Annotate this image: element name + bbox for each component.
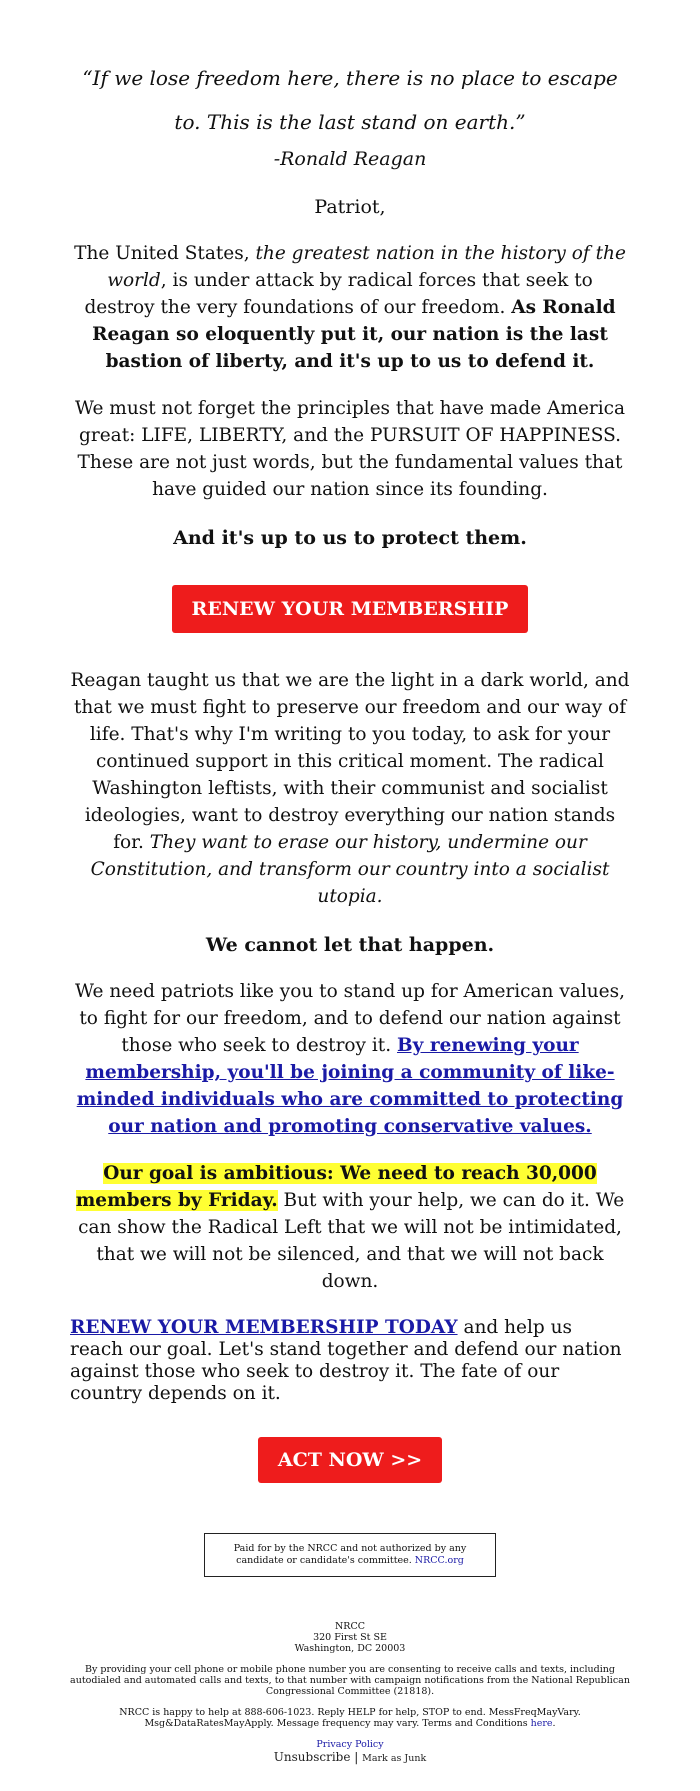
footer (70, 1621, 630, 1764)
greeting: Patriot, (314, 196, 386, 218)
terms-here-link[interactable]: here (530, 1718, 553, 1729)
p1-text-b: , is under attack by radical forces that seek to destroy the very foundations of our freedom. (84, 270, 593, 318)
footer-privacy (70, 1739, 630, 1750)
reagan-quote: “If we lose freedom here, there is no place to escape to. This is the last stand on earth.” (82, 66, 618, 134)
disclaimer-text: Paid for by the NRCC and not authorized by any candidate or candidate's committee. (233, 1543, 467, 1566)
goal-highlight: Our goal is ambitious: We need to reach 30,000 members by Friday. (75, 1163, 597, 1211)
footer-consent: By providing your cell phone or mobile phone number you are consenting to receive calls and texts, including autodialed and automated calls and texts, to that number with campaign notifications from the National Republican Congressional Committee (21818). (70, 1664, 630, 1697)
mark-as-junk-link[interactable]: Mark as Junk (362, 1753, 427, 1764)
p7-text: But with your help, we can do it. We can show the Radical Left that we will not be intimidated, that we will not be silenced, and that we will not back down. (78, 1190, 625, 1292)
paragraph-8 (70, 1317, 630, 1405)
p1-bold: As Ronald Reagan so eloquently put it, our nation is the last bastion of liberty, and it's up to us to defend it. (92, 297, 616, 372)
p8-text: and help us reach our goal. Let's stand together and defend our nation against those who seek to destroy it. The fate of our country depends on it. (70, 1317, 622, 1404)
paragraph-6 (70, 978, 630, 1140)
p4-italic: They want to erase our history, undermine our Constitution, and transform our country into a socialist utopia. (90, 832, 610, 907)
p1-italic: the greatest nation in the history of the world (107, 243, 626, 291)
p4-text: Reagan taught us that we are the light in a dark world, and that we must fight to preserve our freedom and our way of life. That's why I'm writing to you today, to ask for your continued support in this critical moment. The radical Washington leftists, with their communist and socialist ideologies, want to destroy everything our nation stands for. (70, 670, 630, 853)
p6-text: We need patriots like you to stand up for American values, to fight for our freedom, and to defend our nation against those who seek to destroy it. (75, 981, 625, 1056)
footer-help (70, 1707, 630, 1729)
footer-address-2: Washington, DC 20003 (294, 1643, 406, 1654)
help-text: NRCC is happy to help at 888-606-1023. Reply HELP for help, STOP to end. MessFreqMayVary. Msg&DataRatesMayApply. Message frequency may vary. Terms and Conditions (119, 1707, 581, 1729)
paragraph-4 (70, 667, 630, 910)
privacy-policy-link[interactable]: Privacy Policy (316, 1739, 384, 1750)
nrcc-org-link[interactable]: NRCC.org (414, 1555, 464, 1566)
help-end: . (552, 1718, 556, 1729)
footer-separator: | (350, 1750, 363, 1764)
footer-unsubscribe-row (70, 1752, 630, 1764)
act-now-button[interactable]: ACT NOW >> (258, 1437, 442, 1483)
quote-attribution: -Ronald Reagan (273, 148, 427, 170)
paragraph-7 (70, 1160, 630, 1295)
renew-membership-button[interactable]: RENEW YOUR MEMBERSHIP (172, 585, 529, 633)
footer-address-1: 320 First St SE (313, 1632, 387, 1643)
paid-for-disclaimer (204, 1533, 496, 1577)
paragraph-2: We must not forget the principles that have made America great: LIFE, LIBERTY, and the PURSUIT OF HAPPINESS. These are not just words, but the fundamental values that have guided our nation since its founding. (74, 398, 626, 500)
unsubscribe-link[interactable]: Unsubscribe (273, 1750, 351, 1764)
paragraph-1 (70, 240, 630, 375)
renew-today-link[interactable]: RENEW YOUR MEMBERSHIP TODAY (70, 1317, 458, 1338)
cannot-let-happen-line: We cannot let that happen. (205, 934, 495, 956)
footer-org: NRCC (334, 1621, 365, 1632)
protect-them-line: And it's up to us to protect them. (173, 527, 527, 549)
email-body (70, 0, 630, 1764)
p1-text-a: The United States, (74, 243, 256, 264)
renewing-membership-link[interactable]: By renewing your membership, you'll be joining a community of like-minded individuals who are committed to protecting our nation and promoting conservative values. (76, 1035, 624, 1137)
